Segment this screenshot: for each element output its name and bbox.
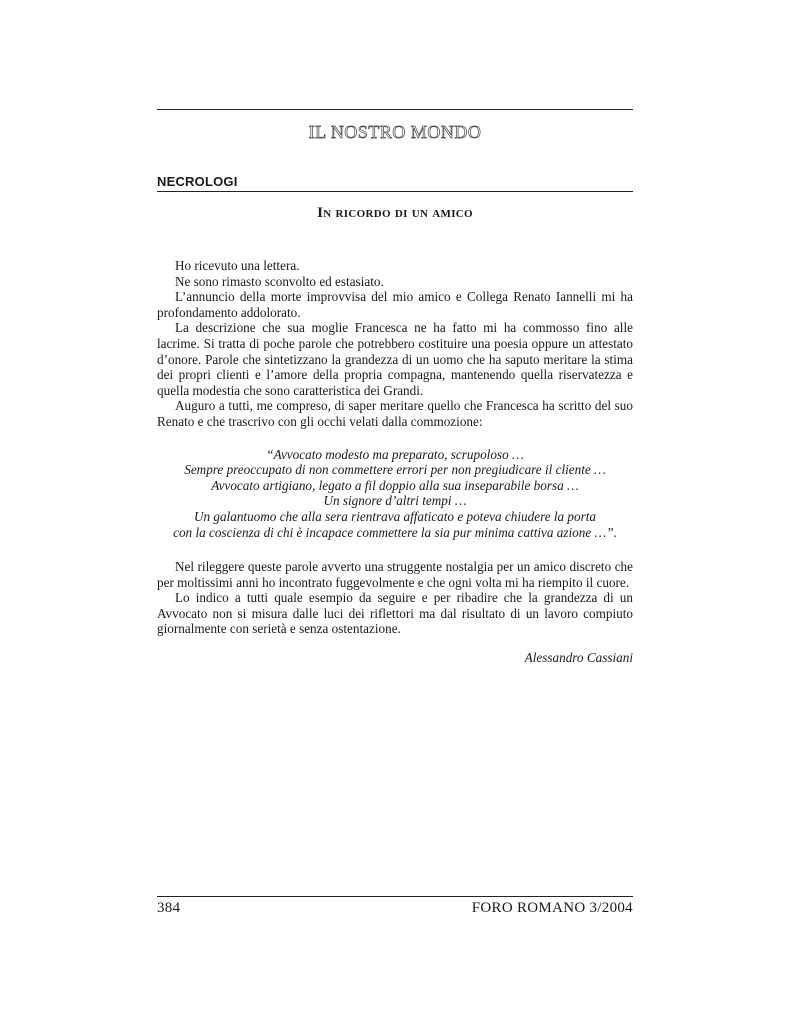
- page-number: 384: [157, 900, 181, 916]
- article-title: In ricordo di un amico: [317, 205, 473, 221]
- paragraph: La descrizione che sua moglie Francesca ne ha fatto mi ha commosso fino alle lacrime. Si tratta di poche parole che potrebbero costituire una poesia oppure un attestato d’onore. Parole che sintetizzano la grandezza di un uomo che ha saputo meritare la stima dei propri clienti e l’amore della propria compagna, mantenendo quella riservatezza e quella modestia che sono caratteristica dei Grandi.: [157, 320, 633, 398]
- paragraph: L’annuncio della morte improvvisa del mio amico e Collega Renato Iannelli mi ha profondamento addolorato.: [157, 289, 633, 320]
- article-body: [157, 258, 633, 666]
- quote-line: Un galantuomo che alla sera rientrava affaticato e poteva chiudere la porta: [193, 508, 597, 524]
- section-label: NECROLOGI: [157, 174, 238, 189]
- quotation-block: [157, 447, 633, 541]
- author-signature: Alessandro Cassiani: [524, 650, 633, 666]
- quote-line: “Avvocato modesto ma preparato, scrupoloso …: [266, 446, 524, 462]
- footer-rule: [157, 896, 633, 897]
- paragraph: Ne sono rimasto sconvolto ed estasiato.: [175, 273, 384, 289]
- paragraph: Ho ricevuto una lettera.: [175, 258, 300, 273]
- page-footer: [157, 900, 633, 917]
- quote-line: Sempre preoccupato di non commettere errori per non pregiudicare il cliente …: [184, 462, 606, 478]
- section-rule: [157, 191, 633, 192]
- header-top-rule: [157, 109, 633, 110]
- paragraph: Nel rileggere queste parole avverto una struggente nostalgia per un amico discreto che per moltissimi anni ho incontrato fuggevolmente e che ogni volta mi ha riempito il cuore.: [157, 559, 633, 590]
- quote-line: con la coscienza di chi è incapace commettere la sia pur minima cattiva azione …”.: [173, 524, 617, 540]
- running-header-title: IL NOSTRO MONDO: [308, 122, 482, 142]
- journal-issue: FORO ROMANO 3/2004: [471, 900, 633, 916]
- quote-line: Un signore d’altri tempi …: [323, 493, 467, 509]
- quote-line: Avvocato artigiano, legato a fil doppio alla sua inseparabile borsa …: [211, 477, 579, 493]
- paragraph: Lo indico a tutti quale esempio da seguire e per ribadire che la grandezza di un Avvocato non si misura dalle luci dei riflettori ma dal risultato di un lavoro compiuto giornalmente con serietà e senza ostentazione.: [157, 590, 633, 637]
- paragraph: Auguro a tutti, me compreso, di saper meritare quello che Francesca ha scritto del suo Renato e che trascrivo con gli occhi velati dalla commozione:: [157, 398, 633, 429]
